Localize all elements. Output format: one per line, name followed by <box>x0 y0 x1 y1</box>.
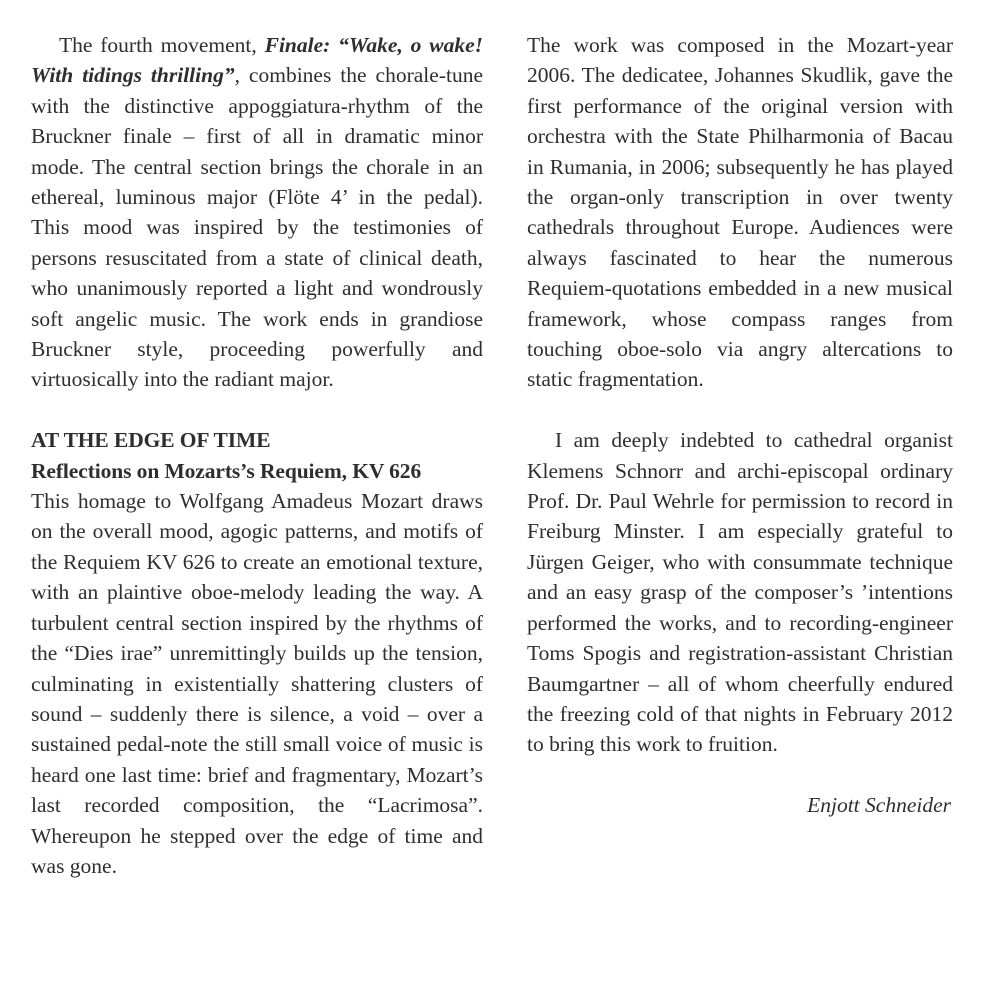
author-signature: Enjott Schneider <box>807 793 951 818</box>
right-column <box>527 30 953 821</box>
finale-body-text: , combines the chorale-tune with the distinctive appoggiatura-rhythm of the Bruckner finale – first of all in dramatic minor mode. The central section brings the chorale in an ethereal, luminous major (Flöte 4’ in the pedal). This mood was inspired by the testimonies of persons resuscitated from a state of clinical death, who unanimously reported a light and wondrously soft angelic music. The work ends in grandiose Bruckner style, proceeding powerfully and virtuosically into the radiant major. <box>31 63 483 392</box>
paragraph-spacer <box>31 395 483 425</box>
finale-movement-title: Finale: “Wake, o wake! With tidings thrilling” <box>31 33 483 88</box>
left-column <box>31 30 483 881</box>
finale-lead-text: The fourth movement, <box>59 33 265 57</box>
composition-paragraph: The work was composed in the Mozart-year 2006. The dedicatee, Johannes Skudlik, gave the first performance of the original version with orchestra with the State Philharmonia of Bacau in Rumania, in 2006; subsequently he has played the organ-only transcription in over twenty cathedrals throughout Europe. Audiences were always fascinated to hear the numerous Requiem-quotations embedded in a new musical framework, whose compass ranges from touching oboe-solo via angry altercations to static fragmentation. <box>527 33 953 392</box>
section-subheading: Reflections on Mozarts’s Requiem, KV 626 <box>31 458 422 483</box>
paragraph-spacer <box>527 395 953 425</box>
finale-paragraph <box>31 30 483 395</box>
paragraph-spacer <box>527 760 953 790</box>
homage-paragraph: This homage to Wolfgang Amadeus Mozart draws on the overall mood, agogic patterns, and motifs of the Requiem KV 626 to create an emotional texture, with an plaintive oboe-melody leading the way. A turbulent central section inspired by the rhythms of the “Dies irae” unremittingly builds up the tension, culminating in existentially shattering clusters of sound – suddenly there is silence, a void – over a sustained pedal-note the still small voice of music is heard one last time: brief and fragmentary, Mozart’s last recorded composition, the “Lacrimosa”. Whereupon he stepped over the edge of time and was gone. <box>31 489 483 878</box>
acknowledgements-paragraph: I am deeply indebted to cathedral organist Klemens Schnorr and archi-episcopal ordinary Prof. Dr. Paul Wehrle for permission to record in Freiburg Minster. I am especially grateful to Jürgen Geiger, who with consummate technique and an easy grasp of the composer’s ’intentions performed the works, and to recording-engineer Toms Spogis and registration-assistant Christian Baumgartner – all of whom cheerfully endured the freezing cold of that nights in February 2012 to bring this work to fruition. <box>527 428 953 757</box>
section-heading: AT THE EDGE OF TIME <box>31 428 271 453</box>
